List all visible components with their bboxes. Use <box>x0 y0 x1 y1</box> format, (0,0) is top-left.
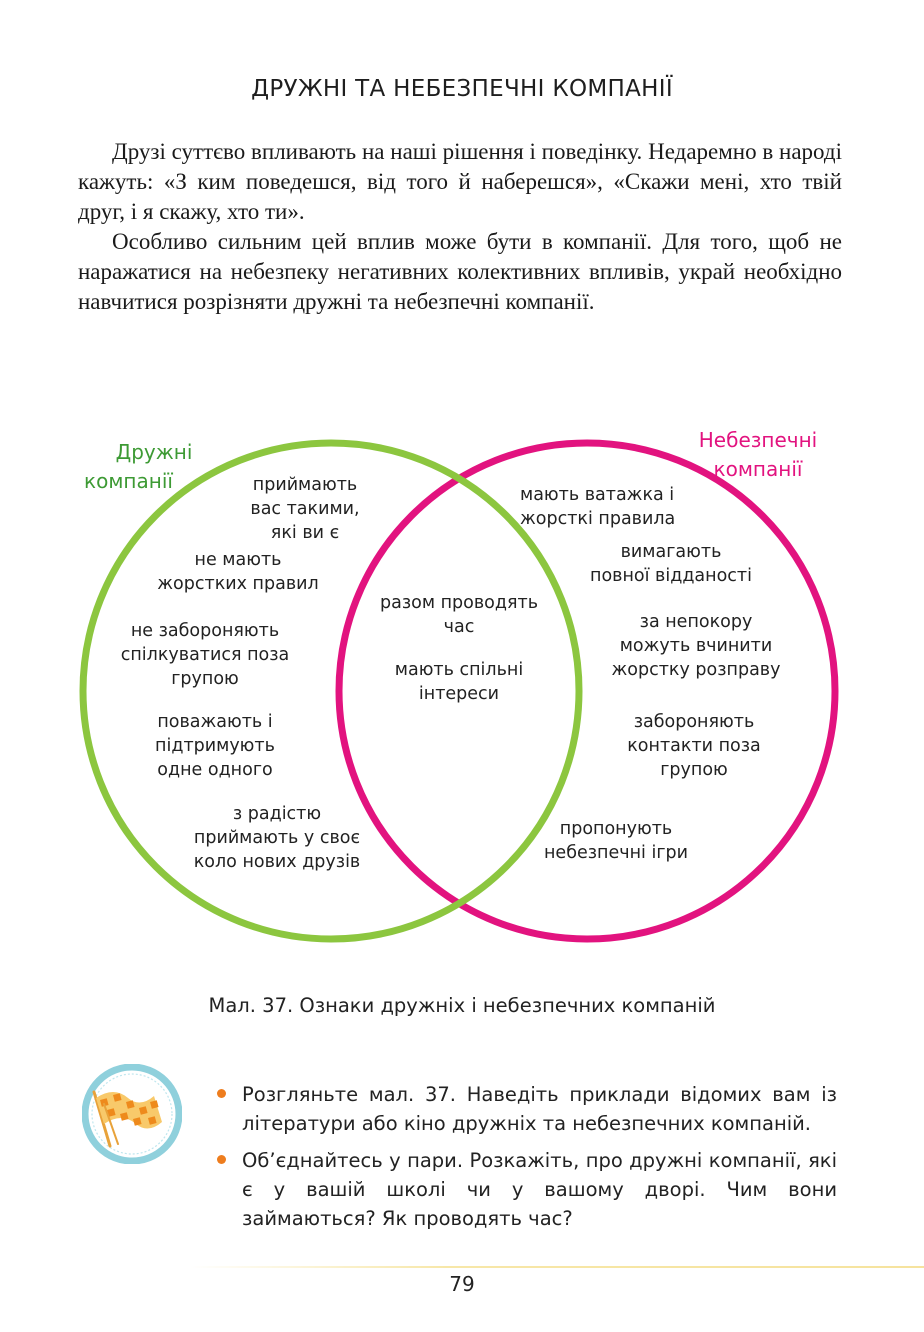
label-line: Небезпечні <box>698 428 818 452</box>
bullet-icon <box>217 1089 226 1098</box>
page-title: ДРУЖНІ ТА НЕБЕЗПЕЧНІ КОМПАНІЇ <box>251 76 673 102</box>
item-line: небезпечні ігри <box>543 843 689 863</box>
item-line: мають спільні <box>394 660 524 680</box>
item-line: вимагають <box>620 542 722 562</box>
item-line: групою <box>171 669 239 689</box>
item-line: жорстку розправу <box>611 660 781 680</box>
item-line: жорстких правил <box>157 574 319 594</box>
item-line: пропонують <box>559 819 673 839</box>
venn-diagram <box>0 420 924 950</box>
item-line: інтереси <box>418 684 500 704</box>
task-text: Об’єднайтесь у пари. Розкажіть, про дружні компанії, які є у вашій школі чи у вашому дворі. Чим вони займаються? Як проводять час? <box>242 1149 837 1230</box>
item-line: повної відданості <box>590 566 752 586</box>
label-line: компанії <box>84 469 173 493</box>
bullet-icon <box>217 1155 226 1164</box>
friendly-item <box>140 548 336 596</box>
paragraph-text: Друзі суттєво впливають на наші рішення і поведінку. Недаремно в народі кажуть: «З ким поведешся, від того й наберешся», «Скажи мені, хто твій друг, і я скажу, хто ти». <box>78 139 842 224</box>
item-line: підтримують <box>155 736 275 756</box>
item-line: групою <box>660 760 728 780</box>
item-line: можуть вчинити <box>619 636 773 656</box>
dangerous-item <box>520 483 696 531</box>
paragraph-text: Особливо сильним цей вплив може бути в компанії. Для того, щоб не наражатися на небезпеку негативних колективних впливів, украй необхідно навчитися розрізняти дружні та небезпечні компанії. <box>78 229 842 314</box>
item-line: контакти поза <box>627 736 761 756</box>
label-line: Дружні <box>115 440 193 464</box>
item-line: забороняють <box>633 712 755 732</box>
item-line: одне одного <box>157 760 273 780</box>
dangerous-item <box>530 817 702 865</box>
checkered-flag-icon <box>82 1064 182 1164</box>
common-item <box>376 658 542 706</box>
friendly-item <box>130 710 300 782</box>
item-line: не мають <box>194 550 282 570</box>
friendly-item <box>230 473 380 545</box>
figure-caption: Мал. 37. Ознаки дружніх і небезпечних компаній <box>208 994 716 1017</box>
footer-divider <box>190 1266 924 1268</box>
friendly-item <box>176 802 378 874</box>
item-line: час <box>443 617 475 637</box>
intro-paragraph-1 <box>78 137 842 227</box>
friendly-companies-label <box>84 438 196 496</box>
common-item <box>366 591 552 639</box>
task-item <box>215 1146 837 1233</box>
item-line: за непокору <box>639 612 753 632</box>
intro-paragraph-2 <box>78 227 842 317</box>
item-line: не забороняють <box>130 621 280 641</box>
item-line: приймають <box>252 475 358 495</box>
dangerous-item <box>606 710 782 782</box>
item-line: з радістю <box>232 804 322 824</box>
item-line: мають ватажка і <box>520 485 675 505</box>
dangerous-item <box>598 610 794 682</box>
task-text: Розгляньте мал. 37. Наведіть приклади відомих вам із літератури або кіно дружніх та небезпечних компаній. <box>242 1083 837 1135</box>
dangerous-item <box>578 540 764 588</box>
task-list <box>215 1080 837 1241</box>
item-line: приймають у своє <box>193 828 361 848</box>
item-line: разом проводять <box>379 593 539 613</box>
item-line: вас такими, <box>250 499 360 519</box>
page-number: 79 <box>449 1272 475 1296</box>
item-line: які ви є <box>270 523 340 543</box>
item-line: поважають і <box>157 712 273 732</box>
friendly-item <box>104 619 306 691</box>
item-line: коло нових друзів <box>193 852 361 872</box>
item-line: спілкуватися поза <box>120 645 290 665</box>
item-line: жорсткі правила <box>520 509 676 529</box>
task-item <box>215 1080 837 1138</box>
label-line: компанії <box>713 457 803 481</box>
dangerous-companies-label <box>686 426 830 484</box>
